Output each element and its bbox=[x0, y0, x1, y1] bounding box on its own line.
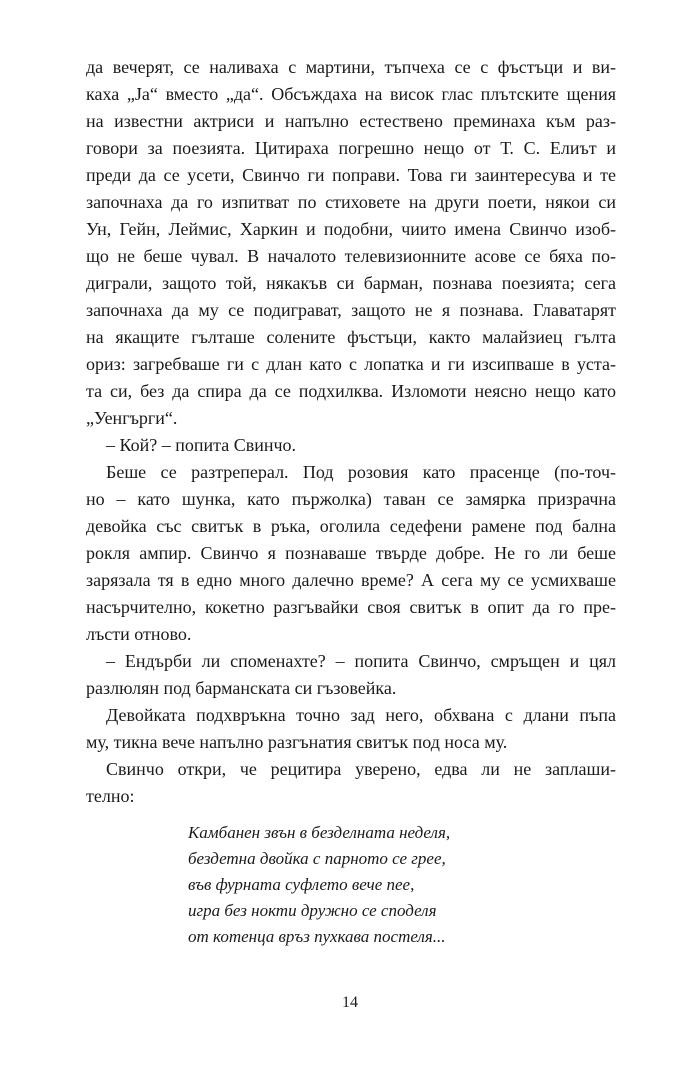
text-line: ориз: загребваше ги с длан като с лопатка и ги изсипваше в уста- bbox=[86, 354, 616, 374]
text-line: лъсти отново. bbox=[86, 624, 192, 644]
dialogue-line: – Кой? – попита Свинчо. bbox=[106, 435, 297, 455]
page-number: 14 bbox=[342, 994, 358, 1011]
poem-verse: от котенца връз пухкава постеля... bbox=[188, 927, 446, 946]
text-line: девойка със свитък в ръка, оголила седефени рамене под бална bbox=[86, 516, 616, 536]
text-line: започнаха да му се подиграват, защото не я познава. Главатарят bbox=[86, 300, 616, 320]
text-line: диграли, защото той, някакъв си барман, познава поезията; сега bbox=[86, 273, 616, 293]
text-line: му, тикна вече напълно разгънатия свитък под носа му. bbox=[86, 732, 508, 752]
text-line: Беше се разтреперал. Под розовия като прасенце (по-точ- bbox=[106, 462, 616, 482]
text-line: Ун, Гейн, Леймис, Харкин и подобни, чиито имена Свинчо изоб- bbox=[86, 219, 616, 239]
text-line: Свинчо откри, че рецитира уверено, едва ли не заплаши- bbox=[106, 759, 616, 779]
poem-verse: игра без нокти дружно се споделя bbox=[188, 901, 437, 920]
text-line: зарязала тя в едно много далечно време? А сега му се усмихваше bbox=[86, 570, 616, 590]
text-line: телно: bbox=[86, 786, 135, 806]
text-line: на известни актриси и напълно естествено преминаха към раз- bbox=[86, 111, 616, 131]
text-line: насърчително, кокетно разгъвайки своя свитък в опит да го пре- bbox=[86, 597, 616, 617]
poem-stanza bbox=[188, 820, 588, 950]
text-line: на якащите гълташе солените фъстъци, както малайзиец гълта bbox=[86, 327, 616, 347]
text-line: говори за поезията. Цитираха погрешно нещо от Т. С. Елиът и bbox=[86, 138, 616, 158]
text-line: Девойката подхвръкна точно зад него, обхвана с длани пъпа bbox=[106, 705, 616, 725]
text-line: „Уенгърги“. bbox=[86, 408, 178, 428]
poem-verse: във фурната суфлето вече пее, bbox=[188, 875, 415, 894]
poem-verse: Камбанен звън в безделната неделя, bbox=[188, 823, 451, 842]
text-line: преди да се усети, Свинчо ги поправи. Това ги заинтересува и те bbox=[86, 165, 616, 185]
text-line: да вечерят, се наливаха с мартини, тъпчеха се с фъстъци и ви- bbox=[86, 57, 616, 77]
text-line: разлюлян под барманската си гъзовейка. bbox=[86, 678, 397, 698]
text-line: що не беше чувал. В началото телевизионните асове се бяха по- bbox=[86, 246, 616, 266]
text-line: но – като шунка, като пържолка) таван се замярка призрачна bbox=[86, 489, 616, 509]
text-line: та си, без да спира да се подхилква. Изломоти неясно нещо като bbox=[86, 381, 616, 401]
text-line: каха „Ja“ вместо „да“. Обсъждаха на висок глас плътските щения bbox=[86, 84, 616, 104]
body-text bbox=[86, 54, 616, 810]
dialogue-line: – Ендърби ли споменахте? – попита Свинчо, смръщен и цял bbox=[106, 651, 616, 671]
poem-verse: бездетна двойка с парното се грее, bbox=[188, 849, 446, 868]
text-line: рокля ампир. Свинчо я познаваше твърде добре. Не го ли беше bbox=[86, 543, 616, 563]
text-line: започнаха да го изпитват по стиховете на други поети, някои си bbox=[86, 192, 616, 212]
